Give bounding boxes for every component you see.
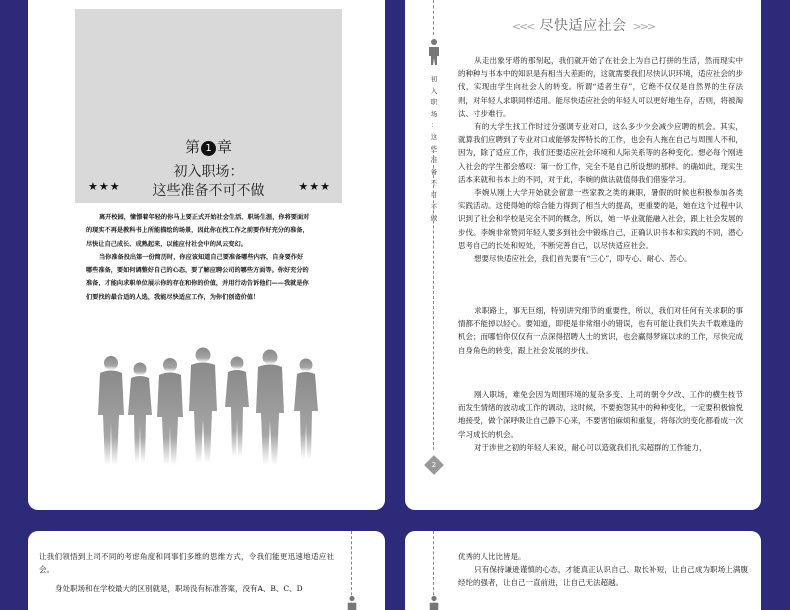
paragraph: 只有保持谦逊谨慎的心态，才能真正认识自己、取长补短，让自己成为职场上满腹经纶的强者，让自己一直前进，让自己无法超越。 (458, 565, 748, 588)
body-paragraphs (458, 550, 748, 590)
intro-line: 哪些准备，要如何调整好自己的心态，要了解应聘公司的哪些方面等。你好充分的 (86, 267, 309, 275)
person-figure-icon (346, 595, 358, 610)
chapter-banner (75, 9, 342, 203)
paragraph: 优秀的人比比皆是。 (458, 552, 526, 561)
intro-line: 准备，才能向求职单位展示你的存在和你的价值，并用行动告诉他们——我就是你 (86, 280, 309, 288)
page-number: 2 (431, 461, 437, 469)
paragraph: 想要尽快适应社会，我们首先要有“三心”，即专心、耐心、苦心。 (474, 254, 692, 264)
intro-line: 当你准备投出第一份简历时，你应该知道自己要准备哪些内容，自身要作好 (99, 253, 304, 261)
body-paragraphs (39, 550, 334, 596)
intro-line: 离开校园，憧憬着年轻的你马上要正式开始社会生活、职场生涯，你将要面对 (99, 214, 310, 221)
margin-dashed-rule-bottom (433, 150, 434, 450)
chapter-title-line1: 初入职场： (173, 164, 244, 180)
page-number-badge (424, 455, 444, 475)
intro-line: 尽快让自己成长、成熟起来，以能应付社会中的风云变幻。 (86, 240, 247, 248)
body-paragraphs-1 (458, 54, 743, 265)
person-figure-icon (427, 38, 441, 66)
paragraph: 李婉从刚上大学开始就会留意一些家教之类的兼职，暑假的时候也积极参加各类实践活动。这使得她的综合能力得到了相当大的提高，更重要的是，她在这个过程中认识到了社会和学校是完全不同的概念，所以，她一毕业就能融入社会，跟上社会发展的步伐。李婉非常赞同年轻人要多到社会中锻炼自己，正确认识书本和实践的不同，潜心思考自己的长处和短处，不断完善自己，以尽快适应社会。 (458, 188, 743, 250)
paragraph: 从走出象牙塔的那刻起，我们就开始了在社会上为自己打拼的生活，然而现实中的种种与书本中的知识是有相当大差距的，这就需要我们尽快认识环境，适应社会的步伐，实现由学生向社会人的转变。所谓“适者生存”，它绝不仅仅是自然界的生存法则，对年轻人求职同样适用。能尽快适应社会的年轻人可以更好地生存，否则，将被淘汰、寸步难行。 (458, 56, 743, 118)
right-page (405, 0, 761, 510)
body-paragraphs-3 (458, 388, 743, 454)
star-decoration-right: ★★★ (298, 180, 331, 193)
business-people-silhouettes (86, 345, 336, 475)
chevrons-left-icon: <<< (511, 20, 534, 33)
chapter-intro (86, 211, 326, 304)
chapter-number-badge: 1 (201, 141, 216, 156)
chapter-label-pre: 第 (184, 138, 200, 156)
section-heading (405, 15, 761, 35)
paragraph: 让我们领悟到上司不同的考虑角度和同事们多维的思维方式，令我们能更迅速地适应社会。 (39, 552, 334, 575)
intro-line: 的现实不再是教科书上所能描绘的场景，因此你在找工作之前要作好充分的准备， (86, 227, 309, 235)
chapter-heading (75, 136, 342, 157)
paragraph: 对于涉世之初的年轻人来说，耐心可以造就我们扎实超群的工作能力， (474, 442, 707, 452)
body-paragraphs-2 (458, 304, 743, 357)
bottom-right-page (405, 531, 761, 610)
paragraph: 刚入职场，难免会因为周围环境的复杂多变、上司的朝令夕改、工作的横生枝节而发生情绪的波动或工作的调动，这时候，不要抱怨其中的种种变化，一定要积极愉悦地接受，做个深呼吸让自己静下心来，不要害怕麻烦和重复，将每次的变化都看成一次学习成长的机会。 (458, 390, 743, 439)
paragraph: 身处职场和在学校最大的区别就是，职场没有标准答案，没有A、B、C、D (55, 584, 303, 594)
running-chapter-title: 初 入 职 场 ： 这 些 准 备 不 可 不 做 (430, 75, 438, 223)
left-page (28, 0, 385, 510)
section-title: 尽快适应社会 (539, 18, 627, 34)
paragraph: 有的大学生找工作时过分强调专业对口，这么多少少会减少应聘的机会。其实，就算我们应聘到了专业对口或能够发挥特长的工作，也会有人拖在自己与周围人不和，因为，除了适应工作，我们还要适应社会环境和人际关系等的各种变化。想必每个刚进入社会的学生都会感叹：第一份工作，完全不是自己所设想的那样。的确如此，现实生活本来就和书本上的不同，对于此，李婉的做法就值得我们借鉴学习。 (458, 122, 743, 184)
person-figure-icon (428, 595, 440, 610)
paragraph: 求职路上，事无巨细，特别讲究细节的重要性，所以，我们对任何有关求职的事情都不能掉以轻心。要知道，即使是非常细小的错误，也有可能让我们失去千载难逢的机会；而哪怕你仅仅有一点深得招聘人士的赏识，也会赢得梦寐以求的工作，尽快完成自身角色的转变，跟上社会发展的步伐。 (458, 306, 743, 355)
bottom-left-page (28, 531, 385, 610)
star-decoration-left: ★★★ (88, 180, 121, 193)
chapter-title-line2: 这些准备不可不做 (152, 183, 265, 199)
intro-line: 们要找的最合适的人选，我能尽快适应工作，为你们创造价值！ (86, 293, 260, 301)
chevrons-right-icon: >>> (632, 20, 655, 33)
chapter-label-post: 章 (217, 138, 233, 156)
